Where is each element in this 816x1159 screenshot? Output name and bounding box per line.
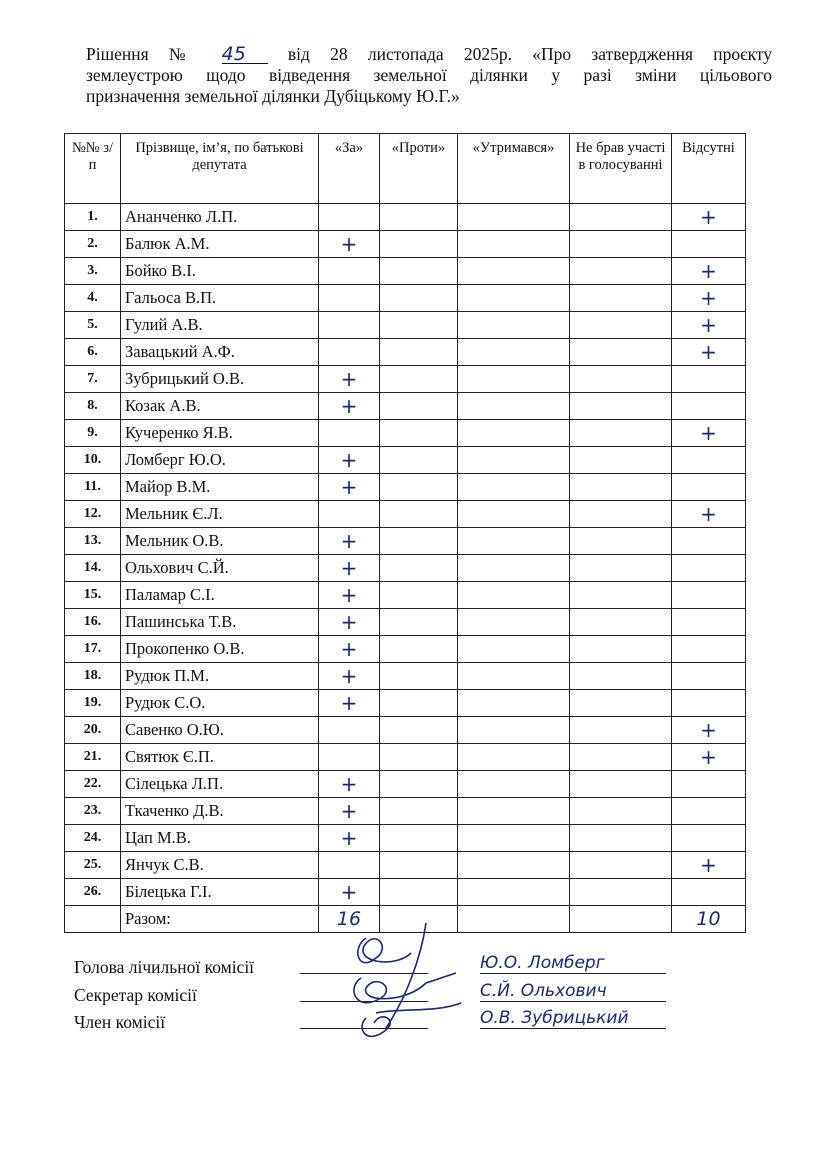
col-against-header: «Проти» xyxy=(380,134,458,204)
row-number: 3. xyxy=(65,258,121,285)
vote-abstain xyxy=(458,555,570,582)
deputy-name: Козак А.В. xyxy=(121,393,319,420)
deputy-name: Кучеренко Я.В. xyxy=(121,420,319,447)
vote-not-voted xyxy=(570,636,672,663)
vote-absent: + xyxy=(672,717,746,744)
total-empty-cell xyxy=(65,906,121,933)
vote-absent xyxy=(672,636,746,663)
chair-name: Ю.О. Ломберг xyxy=(480,953,666,974)
vote-for: + xyxy=(319,825,380,852)
row-number: 9. xyxy=(65,420,121,447)
deputy-name: Рудюк С.О. xyxy=(121,690,319,717)
deputy-name: Рудюк П.М. xyxy=(121,663,319,690)
vote-not-voted xyxy=(570,204,672,231)
vote-against xyxy=(380,555,458,582)
vote-abstain xyxy=(458,474,570,501)
vote-abstain xyxy=(458,879,570,906)
vote-not-voted xyxy=(570,663,672,690)
vote-not-voted xyxy=(570,339,672,366)
row-number: 26. xyxy=(65,879,121,906)
vote-not-voted xyxy=(570,285,672,312)
header-line-3: призначення земельної ділянки Дубіцькому Ю.Г.» xyxy=(86,86,460,106)
vote-abstain xyxy=(458,312,570,339)
deputy-name: Гальоса В.П. xyxy=(121,285,319,312)
table-row xyxy=(65,204,746,231)
vote-against xyxy=(380,366,458,393)
vote-for xyxy=(319,501,380,528)
vote-against xyxy=(380,420,458,447)
deputy-name: Мельник О.В. xyxy=(121,528,319,555)
table-header-row xyxy=(65,134,746,204)
vote-absent xyxy=(672,474,746,501)
row-number: 13. xyxy=(65,528,121,555)
vote-abstain xyxy=(458,285,570,312)
vote-abstain xyxy=(458,231,570,258)
vote-against xyxy=(380,528,458,555)
vote-absent xyxy=(672,771,746,798)
from-label: від xyxy=(287,44,310,64)
vote-abstain xyxy=(458,366,570,393)
vote-not-voted xyxy=(570,744,672,771)
vote-absent xyxy=(672,879,746,906)
vote-for: + xyxy=(319,663,380,690)
vote-not-voted xyxy=(570,582,672,609)
secretary-name: С.Й. Ольхович xyxy=(480,981,666,1002)
table-row xyxy=(65,879,746,906)
vote-abstain xyxy=(458,690,570,717)
row-number: 5. xyxy=(65,312,121,339)
vote-absent: + xyxy=(672,258,746,285)
table-row xyxy=(65,474,746,501)
vote-for: + xyxy=(319,636,380,663)
vote-absent: + xyxy=(672,852,746,879)
vote-not-voted xyxy=(570,555,672,582)
row-number: 15. xyxy=(65,582,121,609)
chair-role: Голова лічильної комісії xyxy=(74,957,255,977)
col-number-header: №№ з/п xyxy=(65,134,121,204)
vote-for: + xyxy=(319,771,380,798)
vote-not-voted xyxy=(570,231,672,258)
member-role: Член комісії xyxy=(74,1012,166,1032)
vote-against xyxy=(380,312,458,339)
table-row xyxy=(65,447,746,474)
table-row xyxy=(65,609,746,636)
vote-against xyxy=(380,609,458,636)
deputy-name: Зубрицький О.В. xyxy=(121,366,319,393)
vote-for: + xyxy=(319,555,380,582)
row-number: 21. xyxy=(65,744,121,771)
vote-abstain xyxy=(458,501,570,528)
handwritten-signatures xyxy=(336,918,476,1052)
table-row xyxy=(65,825,746,852)
vote-absent: + xyxy=(672,312,746,339)
decision-header xyxy=(86,44,772,107)
vote-against xyxy=(380,285,458,312)
vote-not-voted xyxy=(570,501,672,528)
table-row xyxy=(65,852,746,879)
deputy-name: Білецька Г.І. xyxy=(121,879,319,906)
vote-absent xyxy=(672,231,746,258)
table-row xyxy=(65,717,746,744)
vote-for: + xyxy=(319,393,380,420)
vote-against xyxy=(380,852,458,879)
vote-abstain xyxy=(458,717,570,744)
vote-not-voted xyxy=(570,825,672,852)
row-number: 6. xyxy=(65,339,121,366)
vote-against xyxy=(380,258,458,285)
row-number: 11. xyxy=(65,474,121,501)
vote-for: + xyxy=(319,231,380,258)
vote-for: + xyxy=(319,447,380,474)
vote-absent xyxy=(672,609,746,636)
vote-absent: + xyxy=(672,204,746,231)
vote-abstain xyxy=(458,744,570,771)
table-row xyxy=(65,393,746,420)
table-row xyxy=(65,798,746,825)
table-row xyxy=(65,420,746,447)
col-not-voted-header: Не брав участі в голосуванні xyxy=(570,134,672,204)
vote-against xyxy=(380,798,458,825)
vote-not-voted xyxy=(570,447,672,474)
vote-not-voted xyxy=(570,852,672,879)
vote-against xyxy=(380,474,458,501)
vote-for xyxy=(319,420,380,447)
table-row xyxy=(65,663,746,690)
vote-against xyxy=(380,339,458,366)
vote-not-voted xyxy=(570,420,672,447)
vote-abstain xyxy=(458,825,570,852)
table-row xyxy=(65,366,746,393)
vote-abstain xyxy=(458,447,570,474)
vote-absent xyxy=(672,366,746,393)
vote-not-voted xyxy=(570,474,672,501)
row-number: 14. xyxy=(65,555,121,582)
vote-against xyxy=(380,447,458,474)
table-row xyxy=(65,285,746,312)
deputy-name: Завацький А.Ф. xyxy=(121,339,319,366)
vote-against xyxy=(380,393,458,420)
vote-for: + xyxy=(319,582,380,609)
col-absent-header: Відсутні xyxy=(672,134,746,204)
deputy-name: Цап М.В. xyxy=(121,825,319,852)
vote-not-voted xyxy=(570,258,672,285)
table-body xyxy=(65,204,746,906)
vote-for xyxy=(319,852,380,879)
vote-absent xyxy=(672,528,746,555)
deputy-name: Янчук С.В. xyxy=(121,852,319,879)
table-row xyxy=(65,528,746,555)
table-row xyxy=(65,501,746,528)
vote-abstain xyxy=(458,798,570,825)
deputy-name: Балюк А.М. xyxy=(121,231,319,258)
row-number: 17. xyxy=(65,636,121,663)
vote-not-voted xyxy=(570,366,672,393)
table-row xyxy=(65,339,746,366)
deputy-name: Паламар С.І. xyxy=(121,582,319,609)
deputy-name: Пашинська Т.В. xyxy=(121,609,319,636)
vote-not-voted xyxy=(570,771,672,798)
table-row xyxy=(65,771,746,798)
deputy-name: Мельник Є.Л. xyxy=(121,501,319,528)
vote-against xyxy=(380,771,458,798)
header-line-1 xyxy=(86,44,772,65)
row-number: 16. xyxy=(65,609,121,636)
vote-absent: + xyxy=(672,339,746,366)
vote-abstain xyxy=(458,636,570,663)
vote-not-voted xyxy=(570,393,672,420)
vote-absent: + xyxy=(672,501,746,528)
vote-for: + xyxy=(319,528,380,555)
vote-for: + xyxy=(319,474,380,501)
vote-for xyxy=(319,312,380,339)
vote-abstain xyxy=(458,393,570,420)
vote-absent: + xyxy=(672,420,746,447)
total-absent: 10 xyxy=(672,906,746,933)
deputy-name: Сілецька Л.П. xyxy=(121,771,319,798)
row-number: 24. xyxy=(65,825,121,852)
vote-absent xyxy=(672,393,746,420)
row-number: 12. xyxy=(65,501,121,528)
vote-for: + xyxy=(319,366,380,393)
col-abstain-header: «Утримався» xyxy=(458,134,570,204)
deputy-name: Ткаченко Д.В. xyxy=(121,798,319,825)
vote-against xyxy=(380,636,458,663)
row-number: 4. xyxy=(65,285,121,312)
vote-not-voted xyxy=(570,879,672,906)
row-number: 25. xyxy=(65,852,121,879)
vote-absent xyxy=(672,798,746,825)
vote-not-voted xyxy=(570,717,672,744)
vote-absent: + xyxy=(672,285,746,312)
vote-absent xyxy=(672,663,746,690)
table-row xyxy=(65,231,746,258)
vote-abstain xyxy=(458,609,570,636)
vote-for xyxy=(319,258,380,285)
vote-for xyxy=(319,717,380,744)
vote-for xyxy=(319,339,380,366)
vote-against xyxy=(380,663,458,690)
vote-abstain xyxy=(458,663,570,690)
vote-for: + xyxy=(319,609,380,636)
vote-for xyxy=(319,204,380,231)
vote-against xyxy=(380,825,458,852)
table-row xyxy=(65,258,746,285)
vote-absent xyxy=(672,690,746,717)
voting-table xyxy=(64,133,746,933)
vote-abstain xyxy=(458,420,570,447)
row-number: 19. xyxy=(65,690,121,717)
vote-against xyxy=(380,717,458,744)
total-for: 16 xyxy=(319,906,380,933)
vote-absent xyxy=(672,825,746,852)
row-number: 23. xyxy=(65,798,121,825)
row-number: 1. xyxy=(65,204,121,231)
vote-against xyxy=(380,582,458,609)
vote-against xyxy=(380,231,458,258)
deputy-name: Майор В.М. xyxy=(121,474,319,501)
row-number: 18. xyxy=(65,663,121,690)
vote-against xyxy=(380,204,458,231)
total-not-voted xyxy=(570,906,672,933)
row-number: 22. xyxy=(65,771,121,798)
vote-not-voted xyxy=(570,609,672,636)
deputy-name: Гулий А.В. xyxy=(121,312,319,339)
deputy-name: Святюк Є.П. xyxy=(121,744,319,771)
vote-for: + xyxy=(319,798,380,825)
header-line-2: землеустрою щодо відведення земельної ділянки у разі зміни цільового xyxy=(86,65,772,85)
vote-not-voted xyxy=(570,528,672,555)
vote-not-voted xyxy=(570,690,672,717)
row-number: 7. xyxy=(65,366,121,393)
deputy-name: Ломберг Ю.О. xyxy=(121,447,319,474)
decision-date-title: 28 листопада 2025р. «Про затвердження проєкту xyxy=(330,44,773,64)
vote-abstain xyxy=(458,258,570,285)
member-name: О.В. Зубрицький xyxy=(480,1008,666,1029)
deputy-name: Ольхович С.Й. xyxy=(121,555,319,582)
deputy-name: Бойко В.І. xyxy=(121,258,319,285)
vote-abstain xyxy=(458,771,570,798)
col-name-header: Прізвище, ім’я, по батькові депутата xyxy=(121,134,319,204)
vote-absent xyxy=(672,582,746,609)
deputy-name: Ананченко Л.П. xyxy=(121,204,319,231)
deputy-name: Савенко О.Ю. xyxy=(121,717,319,744)
row-number: 2. xyxy=(65,231,121,258)
vote-against xyxy=(380,690,458,717)
row-number: 10. xyxy=(65,447,121,474)
vote-against xyxy=(380,501,458,528)
decision-label: Рішення № xyxy=(86,44,202,64)
row-number: 20. xyxy=(65,717,121,744)
vote-abstain xyxy=(458,528,570,555)
vote-absent: + xyxy=(672,744,746,771)
vote-abstain xyxy=(458,852,570,879)
secretary-role: Секретар комісії xyxy=(74,985,197,1005)
table-row xyxy=(65,636,746,663)
table-row xyxy=(65,312,746,339)
table-row xyxy=(65,555,746,582)
table-row xyxy=(65,744,746,771)
vote-for: + xyxy=(319,690,380,717)
table-row xyxy=(65,582,746,609)
deputy-name: Прокопенко О.В. xyxy=(121,636,319,663)
vote-against xyxy=(380,879,458,906)
table-row xyxy=(65,690,746,717)
vote-for: + xyxy=(319,879,380,906)
total-label: Разом: xyxy=(121,906,319,933)
vote-for xyxy=(319,285,380,312)
vote-against xyxy=(380,744,458,771)
vote-not-voted xyxy=(570,312,672,339)
row-number: 8. xyxy=(65,393,121,420)
decision-number: 45 xyxy=(222,46,268,64)
vote-abstain xyxy=(458,339,570,366)
col-for-header: «За» xyxy=(319,134,380,204)
vote-abstain xyxy=(458,582,570,609)
vote-not-voted xyxy=(570,798,672,825)
vote-absent xyxy=(672,555,746,582)
vote-absent xyxy=(672,447,746,474)
vote-abstain xyxy=(458,204,570,231)
vote-for xyxy=(319,744,380,771)
